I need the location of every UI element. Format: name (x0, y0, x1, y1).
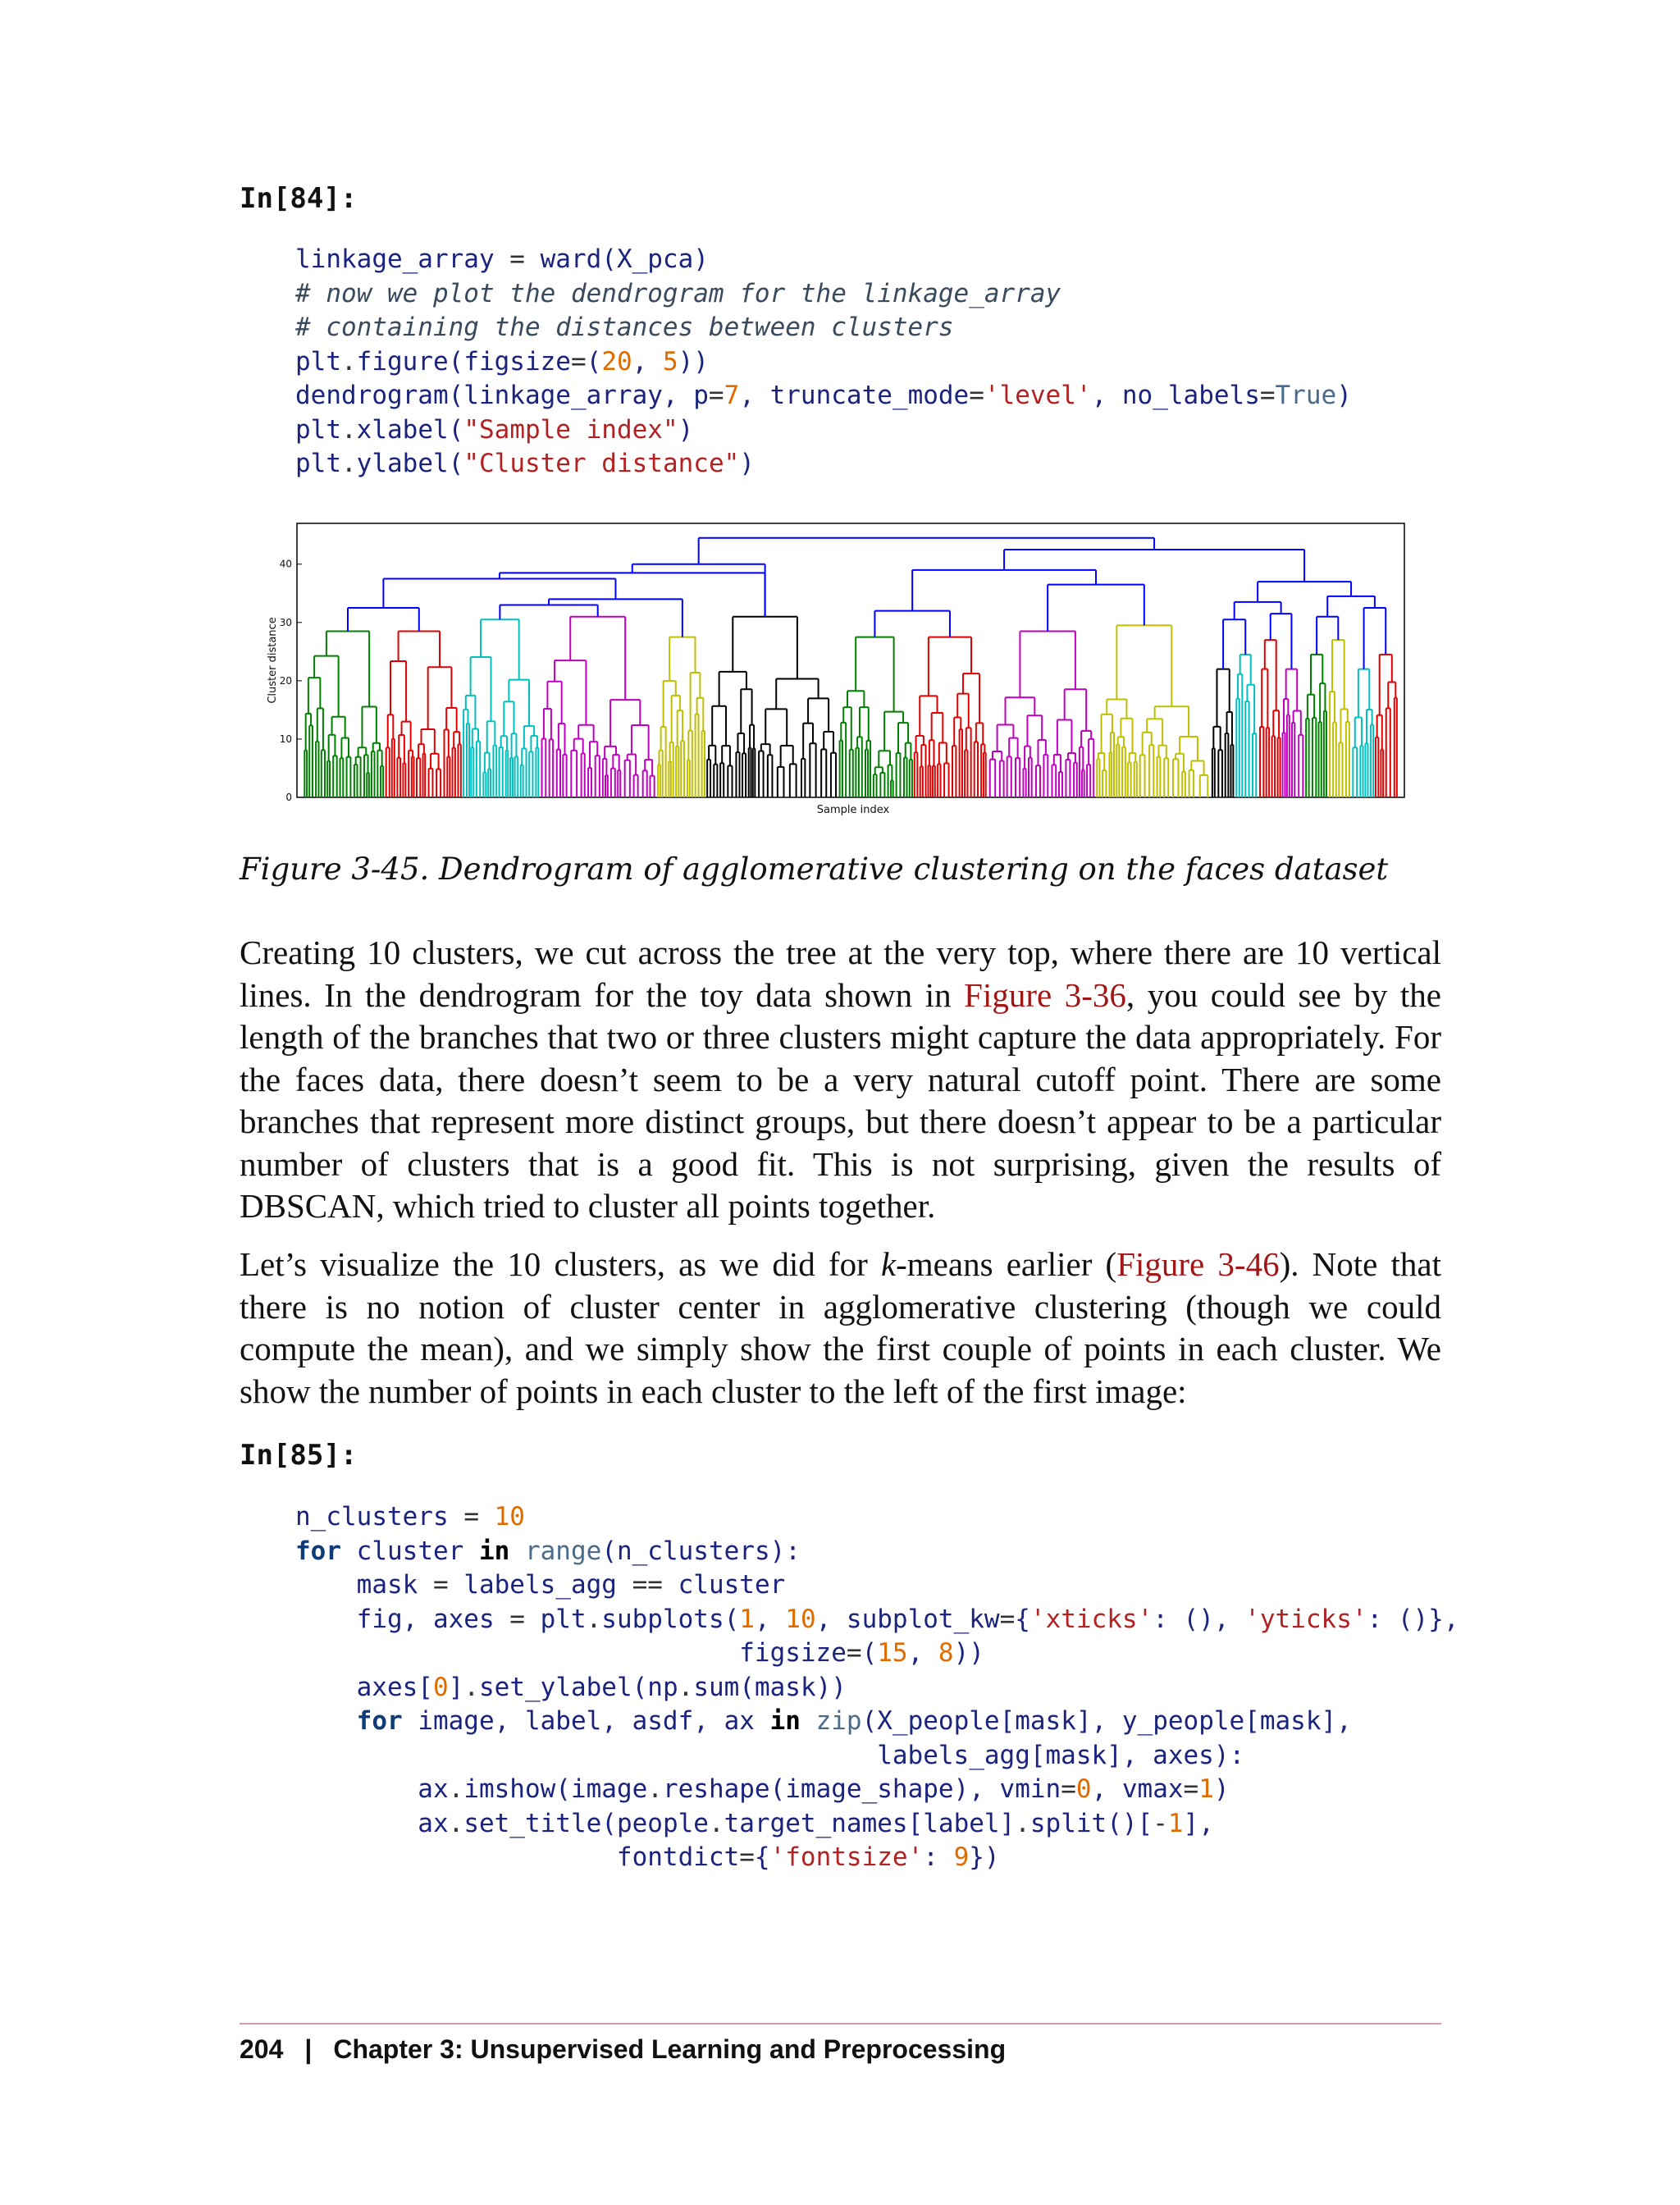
code-token: 0 (432, 1672, 449, 1702)
code-token: set_title(people (463, 1808, 709, 1838)
code-token: 15 (877, 1638, 908, 1668)
code-line (295, 1568, 1459, 1603)
code-token: 10 (494, 1502, 525, 1532)
code-token: == (632, 1570, 678, 1600)
code-token: labels_agg (463, 1570, 632, 1600)
code-token: , vmax (1091, 1774, 1184, 1804)
code-token: axes[ (295, 1672, 433, 1702)
code-token: plt (540, 1604, 587, 1634)
code-token: image, label, asdf, ax (402, 1706, 770, 1736)
code-token: n_clusters (295, 1502, 464, 1532)
code-token: reshape(image_shape), vmin (662, 1774, 1061, 1804)
code-token: labels_agg[mask], axes): (295, 1740, 1245, 1770)
code-token: fontdict (295, 1842, 740, 1872)
code-token: 'xticks' (1029, 1604, 1153, 1634)
code-token: = (708, 381, 724, 410)
code-token: . (341, 414, 357, 445)
paragraph-2-text-a: Let’s visualize the 10 clusters, as we did for (240, 1245, 881, 1283)
code-token: ) (1336, 381, 1352, 410)
code-line (295, 1671, 1459, 1705)
code-token: "Cluster distance" (463, 449, 740, 478)
paragraph-2-text-c: ). Note that there is no notion of cluster center in agglomerative clustering (though we could compute the mean), and we simply show the first couple of points in each cluster. We show the number of points in each cluster to the left of the first image: (240, 1245, 1441, 1410)
cell-prompt-85: In[85]: (240, 1439, 358, 1472)
code-token: , (632, 346, 663, 377)
code-token: = (999, 1604, 1016, 1634)
code-token: imshow(image (463, 1774, 648, 1804)
code-token: 8 (938, 1638, 954, 1668)
paragraph-1-text-b: , you could see by the length of the branches that two or three clusters might capture the data appropriately. For the faces data, there doesn’t seem to be a very natural cutoff point. There are some branches that represent more distinct groups, but there doesn’t appear to be a particular number of clusters that is a good fit. This is not surprising, given the results of DBSCAN, which tried to cluster all points together. (240, 975, 1441, 1225)
code-token: = (463, 1502, 495, 1532)
code-token: - (1153, 1808, 1168, 1838)
code-token: cluster (341, 1536, 479, 1566)
chapter-title: Chapter 3: Unsupervised Learning and Preprocessing (333, 2034, 1007, 2064)
y-tick-label: 0 (285, 792, 292, 803)
code-token: ) (678, 414, 694, 445)
code-token: ( (586, 346, 602, 377)
code-token: 5 (662, 346, 678, 377)
code-token (509, 1536, 525, 1566)
code-token: ward(X_pca) (540, 244, 709, 274)
code-token (801, 1706, 816, 1736)
code-token: . (708, 1808, 724, 1838)
code-token: 7 (724, 381, 740, 410)
code-block-84 (295, 243, 1352, 482)
code-token: fig, axes (295, 1604, 510, 1634)
code-line (295, 277, 1352, 312)
page-number: 204 (240, 2034, 284, 2064)
y-axis-label: Cluster distance (267, 617, 279, 704)
code-token: . (647, 1774, 663, 1804)
code-token: . (586, 1604, 602, 1634)
footer-separator: | (304, 2034, 313, 2064)
code-token: plt (295, 449, 341, 478)
code-line (295, 1807, 1459, 1842)
y-tick-label: 10 (279, 733, 292, 745)
code-token: "Sample index" (463, 414, 678, 445)
dendrogram-figure (262, 517, 1411, 820)
code-token: zip (815, 1706, 862, 1736)
code-token: ax (295, 1808, 449, 1838)
code-token: 9 (953, 1842, 970, 1872)
code-token: 'yticks' (1244, 1604, 1367, 1634)
code-token: . (341, 346, 357, 377)
code-line (295, 1705, 1459, 1739)
code-token: (X_people[mask], y_people[mask], (861, 1706, 1352, 1736)
code-token: . (341, 449, 357, 478)
code-token: 1 (1198, 1774, 1214, 1804)
code-token: = (509, 244, 541, 274)
code-token: . (448, 1808, 464, 1838)
code-token: dendrogram(linkage_array, p (295, 381, 709, 410)
code-token: ) (1213, 1774, 1230, 1804)
paragraph-2 (240, 1244, 1441, 1413)
code-token: 0 (1075, 1774, 1092, 1804)
code-block-85 (295, 1500, 1459, 1875)
code-token: )) (953, 1638, 984, 1668)
code-token: linkage_array (295, 244, 510, 274)
code-token: plt (295, 414, 341, 445)
code-token: for (356, 1706, 403, 1736)
figure-3-46-link[interactable]: Figure 3-46 (1116, 1245, 1280, 1283)
code-token: = (1061, 1774, 1076, 1804)
code-token: 1 (739, 1604, 755, 1634)
code-token: = (739, 1842, 755, 1872)
code-token: : (), (1153, 1604, 1245, 1634)
code-token: plt (295, 346, 341, 377)
code-token: figsize (295, 1638, 847, 1668)
code-token: sum(mask)) (693, 1672, 847, 1702)
code-line (295, 1535, 1459, 1569)
paragraph-1-text-a: Creating 10 clusters, we cut across the tree at the very top, where there are 10 vertical lines. In the dendrogram for the toy data shown in (240, 934, 1441, 1014)
code-token: # containing the distances between clusters (295, 313, 954, 342)
x-axis-label: Sample index (816, 804, 890, 816)
paragraph-1 (240, 932, 1441, 1228)
footer-divider (240, 2023, 1441, 2025)
code-token: ylabel( (356, 449, 464, 478)
code-token: xlabel( (356, 414, 464, 445)
code-token: }) (969, 1842, 1000, 1872)
code-token: (n_clusters): (601, 1536, 801, 1566)
cell-prompt-84: In[84]: (240, 182, 358, 215)
y-axis (280, 559, 302, 803)
y-tick-label: 30 (279, 616, 292, 628)
code-token: figure(figsize (356, 346, 571, 377)
code-line (295, 243, 1352, 277)
code-token: split()[ (1029, 1808, 1153, 1838)
code-token: 'fontsize' (769, 1842, 924, 1872)
code-token: ) (739, 449, 755, 478)
code-token: cluster (678, 1570, 786, 1600)
code-token: , (907, 1638, 938, 1668)
figure-caption: Figure 3-45. Dendrogram of agglomerative clustering on the faces dataset (240, 851, 1389, 887)
code-token: = (1183, 1774, 1199, 1804)
code-token: 1 (1167, 1808, 1184, 1838)
code-token: , subplot_kw (815, 1604, 1000, 1634)
code-token: 'level' (984, 381, 1092, 410)
paragraph-2-text-b: -means earlier ( (896, 1245, 1117, 1283)
code-token: . (448, 1774, 464, 1804)
code-token (295, 1706, 357, 1736)
code-token: . (1015, 1808, 1030, 1838)
code-token: target_names[label] (724, 1808, 1016, 1838)
code-token: ], (1183, 1808, 1214, 1838)
code-line (295, 447, 1352, 482)
y-tick-label: 40 (279, 558, 292, 570)
code-token: mask (295, 1570, 433, 1600)
code-token: )) (678, 346, 709, 377)
code-token: = (846, 1638, 862, 1668)
code-token: = (969, 381, 984, 410)
code-token: 20 (601, 346, 632, 377)
code-token: { (754, 1842, 770, 1872)
k-italic: k (880, 1245, 897, 1283)
y-tick-label: 20 (279, 674, 292, 687)
code-token: in (478, 1536, 510, 1566)
code-token: , no_labels (1091, 381, 1260, 410)
code-line (295, 311, 1352, 345)
code-token: 10 (785, 1604, 816, 1634)
code-line (295, 1500, 1459, 1535)
code-token: True (1275, 381, 1337, 410)
code-token: . (678, 1672, 694, 1702)
figure-3-36-link[interactable]: Figure 3-36 (964, 975, 1126, 1014)
code-token: = (432, 1570, 464, 1600)
code-token: subplots( (601, 1604, 740, 1634)
dendrogram-tree (304, 538, 1397, 797)
page-footer (240, 2034, 1006, 2065)
code-line (295, 345, 1352, 380)
code-line (295, 1773, 1459, 1807)
code-token: : ()}, (1367, 1604, 1459, 1634)
code-token: ] (448, 1672, 464, 1702)
code-line (295, 413, 1352, 448)
code-line (295, 1841, 1459, 1875)
code-token: . (463, 1672, 479, 1702)
code-line (295, 1637, 1459, 1671)
code-token: = (1259, 381, 1276, 410)
code-token: # now we plot the dendrogram for the linkage_array (295, 278, 1061, 308)
code-line (295, 379, 1352, 413)
code-token: , truncate_mode (739, 381, 970, 410)
code-token: = (509, 1604, 541, 1634)
code-token: : (923, 1842, 954, 1872)
code-line (295, 1603, 1459, 1637)
code-token: = (570, 346, 587, 377)
code-line (295, 1739, 1459, 1774)
code-token: ( (861, 1638, 878, 1668)
code-token: set_ylabel(np (479, 1672, 678, 1702)
code-token: { (1015, 1604, 1030, 1634)
code-token: , (754, 1604, 786, 1634)
code-token: range (524, 1536, 602, 1566)
code-token: in (769, 1706, 801, 1736)
code-token: ax (295, 1774, 449, 1804)
code-token: for (295, 1536, 341, 1566)
